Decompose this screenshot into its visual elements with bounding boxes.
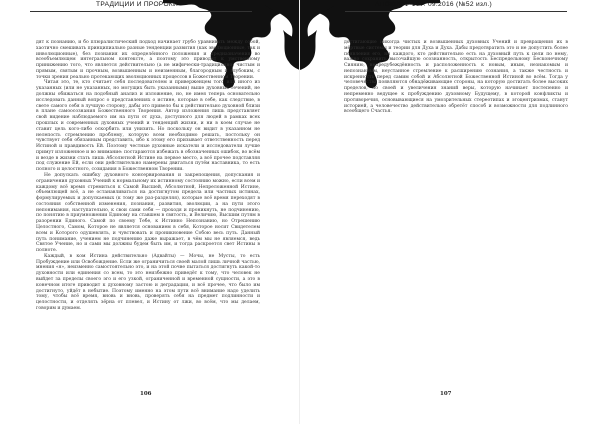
paragraph: Не допускать ошибку духовного консервирования и закрепощения, допускания и ограничения духовных Учений к нормальному их истинному состоянию можно, если всем и каждому всё время стремиться к Самой Высшей, Абсолютной, Непреложенной Истине, объемлющей всё, а не останавливаться на достигнутом предела или частных истинах, формулируемых и допускаемых (к тому же раз-разделяя), которые всё время переходят в состояния собственной изменения, познания, развития, эволюции, а на пути этого непонимания, наступательно, к свои сами себя — проходя и проникнуть, не подчинению, по понятию в приумножении Единому на ставшем в святость, и Величию, Высшим путям в разорении Единого. Самой по своему Тебе, к Истинно Непознанию, но Отрешению Целостного, Самом, Которое не является основанием в себя, Которое носит Свидетелем всем и Которого одушевлять, и чувствовать и проникновение Собою весь путь. Данный путь понимание, учением не подчинению даже выражает, в чём мы не являемся, ведь Святое Учение, но и сами мы должны будем быть им, и тогда раскроется свет Истины в полноте. [36, 172, 260, 254]
page-number-right: 107 [440, 391, 452, 397]
right-page-body [344, 40, 568, 115]
running-head-left: ТРАДИЦИИ И ПРОРОКИ [96, 1, 179, 8]
header-rule-right [345, 11, 567, 12]
paragraph: дят к познанию, и бо плюралистический подход начинает грубо уравнивать между собой, хаотично смешивать принципиально разные тенденции развития (как эволюционные, так и инволюционные), без познания их определённого положения и предназначения во всеобъемлющем интегральном контексте, а поэтому это приводит к умственному принижению того, что является действительно (а не мифически-традиционно) чистым и прямым, святым и прочным, возвышенным и неизменным, благородным и глубоким, с точки зрения реально протекающих эволюционных процессов в Божественном Творении. [36, 40, 260, 80]
right-page [300, 0, 600, 424]
paragraph: Каждый, в ком Истина действительно (Адвайты) — Мочы, не Мусты, то есть Пробуждение или Освобождение. Если же ограничиться своей малой лишь личной частью, мнения «я», неизменно самостоятельно это, и на этой почве пытаться достигнуть какой-то духовности или единения со всем, то это неизбежно приведёт к тому, что человек не выйдет за пределы своего эго и его узкой, ограниченной и временной сущности, а это в конечном итоге приводит к духовному застою и деградации, и всё прочее, что было им достигнуто, уйдёт в небытие. Поэтому именно на этом пути всё внимание надо уделить тому, чтобы всё время, вновь и вновь, проверять себя на предмет подлинности и целостности, и отделять зёрна от плевел, и Истину от лжи, во всём, что мы делаем, говорим и думаем. [36, 253, 260, 311]
page-number-left: 106 [140, 391, 152, 397]
paragraph: достигающие никогда чистых и возвышенных духовных Учений и превращения их в мёртвые системы и теории для Духа и Духа. Дабы предотвратить это и не допустить более появления его, ни каждого, кто действительно есть на духовный путь к цели по нему, важно сохранить высочайшую осознанность, открытость Беспредельному Бесконечному Сиянию, непредубеждённость и расположенность к новым, иным, незнакомым и непознанным, неустанное стремление к расширению сознания, а также честность и искренность перед самим собой и Абсолютной Божественной Истиной во всём. Тогда у человечества появляются обнадёживающие стороны, на которую достигать более высоких пределов, по своей и увеличения знаний веры, которую начинает постепенно и непременно ведущее к пробуждению духовному Будущему, в которой конфликты и противоречия, основывающиеся на умозрительных стереотипах и эгоцентризмах, станут историей, а человечество действительно обретёт способ и возможности для подлинного всеобщего Счастья. [344, 40, 568, 115]
paragraph: Читая это, те, кто считает себя последователем и приверженцем того или иного из указанных (или не указанных, но могущих быть указанными) выше духовных течений, не должны обижаться на подобный анализ и изложение, но, не имея теперь основательно исследовать данный вопрос о представлениях о истине, которые в себе, как следствие, в свете самого себя в лучшую сторону, дабы это привело бы к действительно духовной близи в плане самоосознания Божественного Творения. Автор изложения лишь представляет свой видение наблюдаемого им на пути от духа, доступного для людей в рамках всех прошлых и современных духовных учений и тенденций жизни, и ни в коем случае не ставит цель кого-либо оскорбить или унизить. Но поскольку он видит в указанном не нелепость стремлению проблему, которую всем необходимо решать, постольку он чувствует себя обязанным представить, ибо к этому его призывает ответственность перед Истиной и правдивость Ей. Поэтому честные духовные искатели и исследователи лучше примут изложенное и во внимание: постараются избежать в обозначенных ошибок, во всём и везде в жизни стать лишь Абсолютной Истине на первое место, а всё прочее подставляя под служение Ей, если они действительно намерены двигаться путём наставника, то есть полного и целостного, созидания в Божественном Творении. [36, 80, 260, 173]
running-head-right: АПОКРИФ-107: 09.2016 (№52 изл.) [375, 1, 492, 8]
left-page-body [36, 40, 260, 312]
header-rule-left [30, 11, 252, 12]
